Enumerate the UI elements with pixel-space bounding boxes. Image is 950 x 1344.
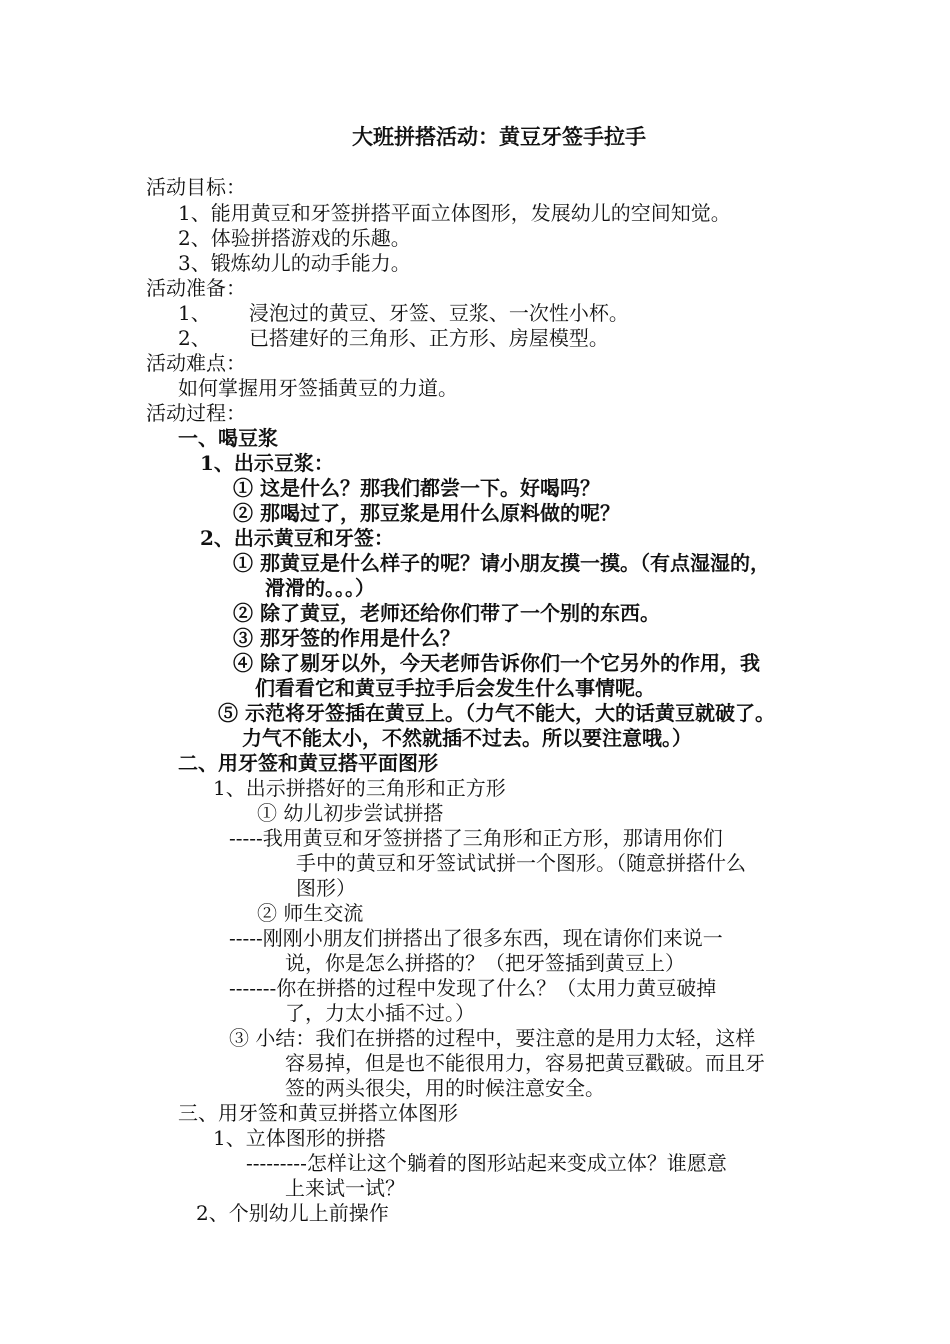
difficulty-text: 如何掌握用牙签插黄豆的力道。 (178, 376, 458, 400)
goal-item: 2、体验拼搭游戏的乐趣。 (178, 226, 411, 250)
part2-title: 二、用牙签和黄豆搭平面图形 (178, 751, 438, 775)
goals-heading: 活动目标： (146, 175, 246, 199)
question-line: ④ 除了剔牙以外，今天老师告诉你们一个它另外的作用，我 (233, 651, 760, 675)
prep-item: 1、 浸泡过的黄豆、牙签、豆浆、一次性小杯。 (178, 301, 629, 325)
summary-line: 签的两头很尖，用的时候注意安全。 (285, 1076, 605, 1100)
dialogue-line: -----我用黄豆和牙签拼搭了三角形和正方形，那请用你们 (229, 826, 723, 850)
question-line: ① 这是什么？那我们都尝一下。好喝吗？ (233, 476, 600, 500)
dialogue-line: 了，力太小插不过。） (285, 1001, 475, 1025)
page-title: 大班拼搭活动：黄豆牙签手拉手 (352, 124, 646, 149)
part3-title: 三、用牙签和黄豆拼搭立体图形 (178, 1101, 458, 1125)
question-line: ③ 那牙签的作用是什么？ (233, 626, 460, 650)
prep-item: 2、 已搭建好的三角形、正方形、房屋模型。 (178, 326, 609, 350)
summary-line: 容易掉，但是也不能很用力，容易把黄豆戳破。而且牙 (285, 1051, 765, 1075)
part1-title: 一、喝豆浆 (178, 426, 278, 450)
question-line: 滑滑的。。。） (265, 576, 375, 600)
dialogue-line: -----刚刚小朋友们拼搭出了很多东西，现在请你们来说一 (229, 926, 723, 950)
prep-heading: 活动准备： (146, 276, 246, 300)
dialogue-line: 手中的黄豆和牙签试试拼一个图形。（随意拼搭什么 (296, 851, 746, 875)
goal-item: 1、能用黄豆和牙签拼搭平面立体图形，发展幼儿的空间知觉。 (178, 201, 731, 225)
part2-step: 1、出示拼搭好的三角形和正方形 (213, 776, 506, 800)
sub-step: ① 幼儿初步尝试拼搭 (257, 801, 444, 825)
question-line: ⑤ 示范将牙签插在黄豆上。（力气不能大，大的话黄豆就破了。 (218, 701, 775, 725)
question-line: ② 那喝过了，那豆浆是用什么原料做的呢？ (233, 501, 620, 525)
difficulty-heading: 活动难点： (146, 351, 246, 375)
question-line: ② 除了黄豆，老师还给你们带了一个别的东西。 (233, 601, 660, 625)
process-heading: 活动过程： (146, 401, 246, 425)
sub-step: ② 师生交流 (257, 901, 364, 925)
goal-item: 3、锻炼幼儿的动手能力。 (178, 251, 411, 275)
question-line: 力气不能太小，不然就插不过去。所以要注意哦。） (242, 726, 692, 750)
dialogue-line: ---------怎样让这个躺着的图形站起来变成立体？谁愿意 (246, 1151, 727, 1175)
dialogue-line: 图形） (296, 876, 356, 900)
question-line: ① 那黄豆是什么样子的呢？请小朋友摸一摸。（有点湿湿的， (233, 551, 770, 575)
part1-step: 1、出示豆浆： (200, 451, 334, 475)
question-line: 们看看它和黄豆手拉手后会发生什么事情呢。 (255, 676, 655, 700)
dialogue-line: -------你在拼搭的过程中发现了什么？（太用力黄豆破掉 (229, 976, 717, 1000)
dialogue-line: 说，你是怎么拼搭的？（把牙签插到黄豆上） (285, 951, 685, 975)
part3-step: 1、立体图形的拼搭 (213, 1126, 386, 1150)
summary-line: ③ 小结：我们在拼搭的过程中，要注意的是用力太轻，这样 (229, 1026, 756, 1050)
part1-step: 2、出示黄豆和牙签： (200, 526, 394, 550)
part3-step: 2、个别幼儿上前操作 (196, 1201, 389, 1225)
dialogue-line: 上来试一试？ (285, 1176, 405, 1200)
